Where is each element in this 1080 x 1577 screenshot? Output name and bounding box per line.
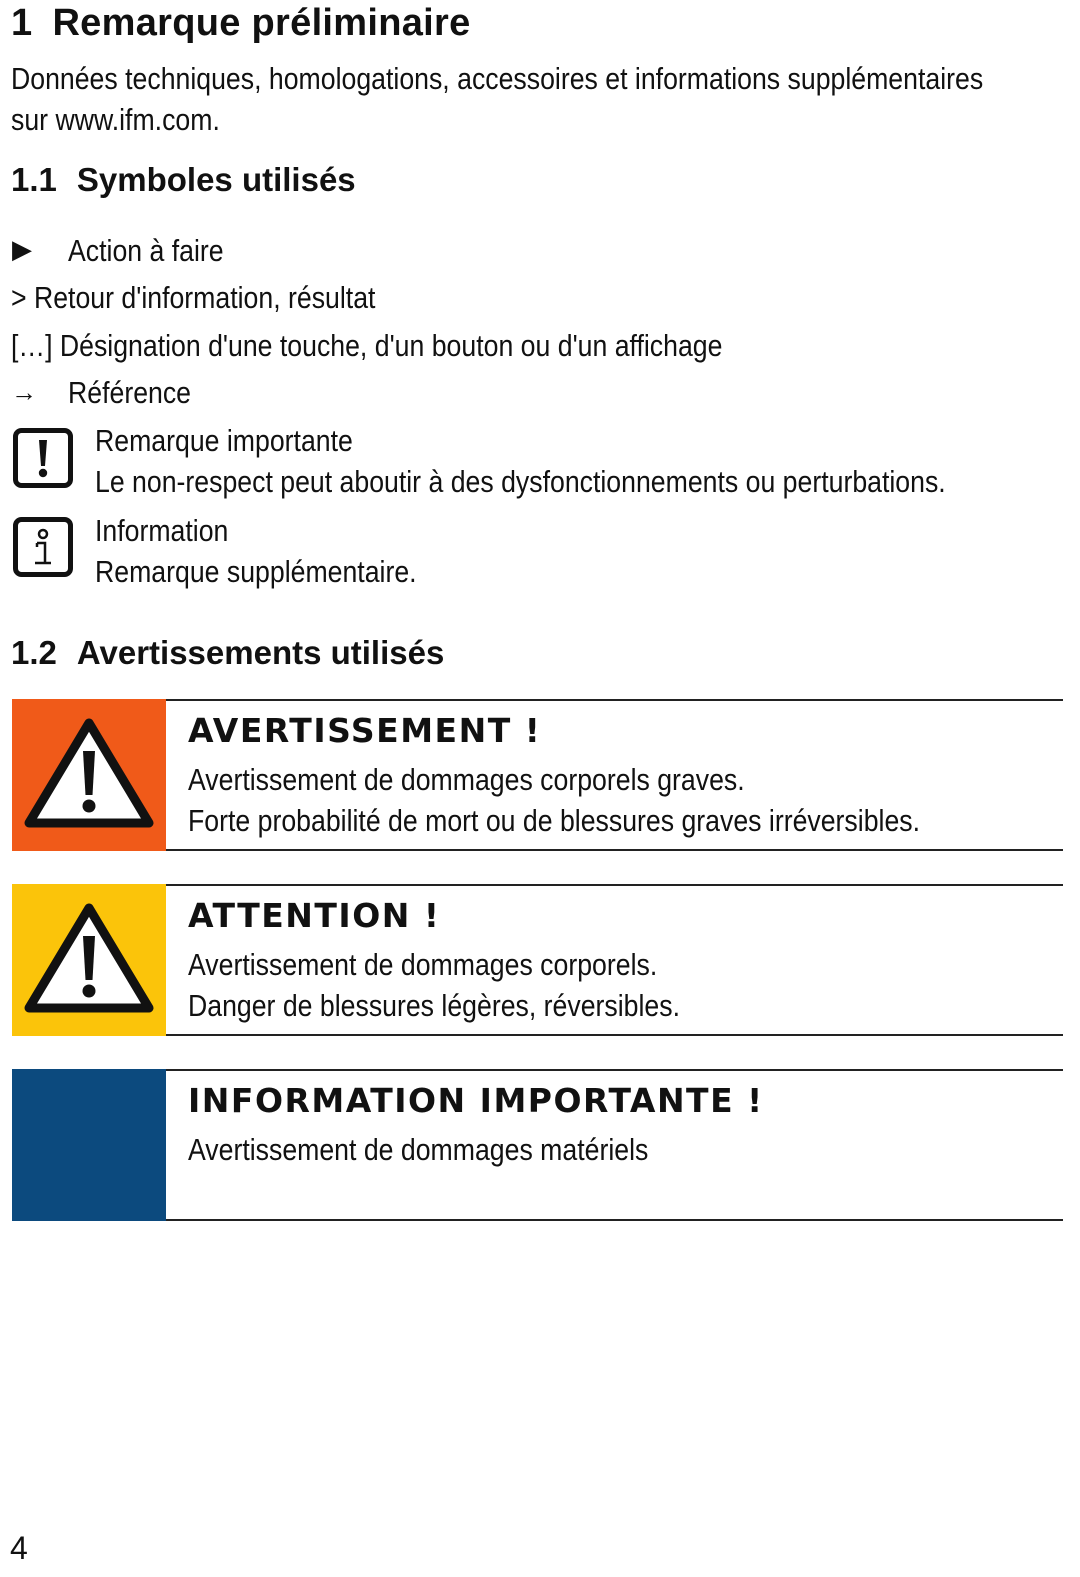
symbol-information-title: Information [95,513,229,548]
section-number: 1.2 [11,634,57,671]
exclamation-box-icon [13,428,73,488]
warning-information-importante [12,1069,1063,1221]
section-1-heading [11,2,471,45]
intro-paragraph-line-2: sur www.ifm.com. [11,102,220,137]
warning-title: ATTENTION ! [188,896,441,935]
warning-color-block [12,699,166,851]
section-title: Avertissements utilisés [76,634,445,671]
section-1-1-heading [11,161,356,199]
intro-paragraph-line-1: Données techniques, homologations, accessoires et informations supplémentaires [11,61,984,96]
section-number: 1.1 [11,161,57,198]
warning-attention [12,884,1063,1036]
warning-triangle-icon [12,884,166,1036]
symbol-important-title: Remarque importante [95,423,353,458]
warning-triangle-icon [12,699,166,851]
warning-title: AVERTISSEMENT ! [188,711,542,750]
warning-avertissement [12,699,1063,851]
symbol-result-label: > Retour d'information, résultat [11,280,376,315]
section-number: 1 [11,2,33,44]
symbol-important-text: Le non-respect peut aboutir à des dysfonctionnements ou perturbations. [95,464,946,499]
warning-title: INFORMATION IMPORTANTE ! [188,1081,764,1120]
symbol-reference-label: Référence [68,375,192,410]
warning-color-block [12,1069,166,1221]
warning-line-1: Avertissement de dommages corporels graves. [188,762,745,797]
warning-color-block [12,884,166,1036]
symbol-information-text: Remarque supplémentaire. [95,554,417,589]
page-number: 4 [10,1530,28,1566]
play-arrow-icon: ▶ [12,234,32,264]
warning-line-2: Forte probabilité de mort ou de blessures graves irréversibles. [188,803,921,838]
warning-line-1: Avertissement de dommages matériels [188,1132,649,1167]
right-arrow-icon: → [11,377,37,407]
section-1-2-heading [11,634,444,672]
warning-line-2: Danger de blessures légères, réversibles. [188,988,680,1023]
warning-line-1: Avertissement de dommages corporels. [188,947,658,982]
section-title: Symboles utilisés [76,161,356,198]
section-title: Remarque préliminaire [52,2,471,44]
symbol-designation-label: […] Désignation d'une touche, d'un bouton ou d'un affichage [11,328,723,363]
symbol-action-label: Action à faire [68,233,224,268]
info-box-icon [13,517,73,577]
